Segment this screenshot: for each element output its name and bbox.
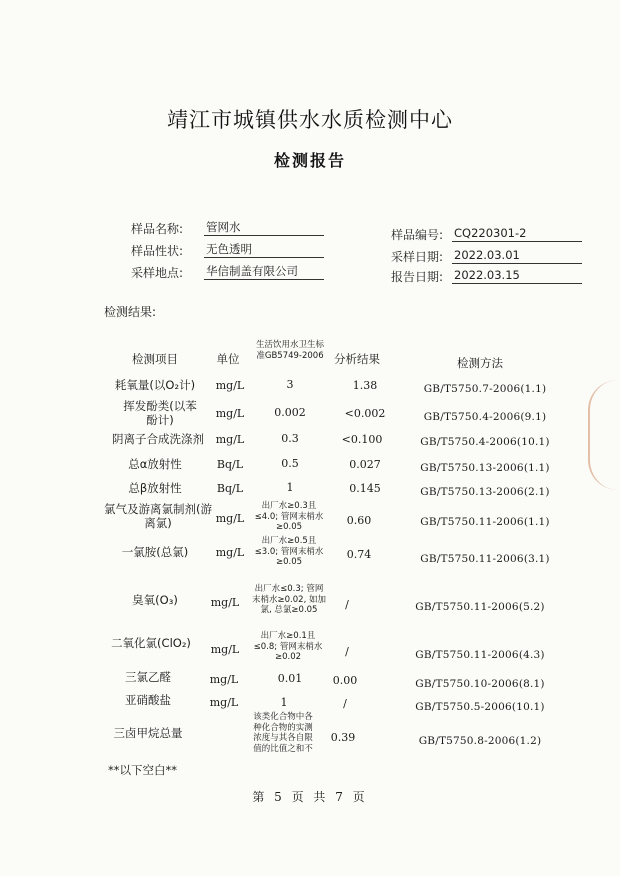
table-row-unit: mg/L [209,695,239,709]
table-row-method: GB/T5750.11-2006(3.1) [420,553,550,565]
table-row-standard: 出厂水≥0.5且≤3.0; 管网末梢水≥0.05 [254,536,324,568]
table-row-result: 0.027 [349,457,381,471]
table-row-item: 三卤甲烷总量 [113,726,183,740]
table-row-unit: Bq/L [216,481,244,495]
table-row-result: / [343,696,347,710]
sample-code-value: CQ220301-2 [452,226,582,242]
sample-state-value: 无色透明 [204,242,324,258]
table-row-item: 亚硝酸盐 [125,693,171,707]
table-row-method: GB/T5750.8-2006(1.2) [418,735,542,747]
sampling-site-value: 华信制盖有限公司 [204,264,324,280]
table-row-method: GB/T5750.11-2006(5.2) [415,601,545,613]
header-unit: 单位 [216,352,240,366]
table-row-method: GB/T5750.13-2006(2.1) [420,486,550,498]
table-row-standard: 0.3 [281,431,299,445]
table-row-standard: 1 [286,480,294,494]
table-row-item: 挥发酚类(以苯酚计) [123,399,197,427]
sample-state-label: 样品性状: [131,244,184,258]
table-row-method: GB/T5750.11-2006(4.3) [415,649,545,661]
table-row-item: 臭氧(O₃) [132,593,178,607]
table-row-method: GB/T5750.13-2006(1.1) [420,462,550,474]
report-date-label: 报告日期: [391,270,444,284]
header-standard: 生活饮用水卫生标准GB5749-2006 [256,340,325,361]
table-row-standard: 出厂水≥0.3且≤4.0; 管网末梢水≥0.05 [254,501,324,533]
table-row-unit [204,724,244,742]
header-method: 检测方法 [457,356,503,370]
table-row-result: <0.100 [341,432,383,446]
table-row-item: 氯气及游离氯制剂(游离氯) [104,502,212,530]
seal-stamp-icon [588,380,620,490]
report-date-value: 2022.03.15 [452,268,582,284]
table-row-unit: mg/L [215,378,245,392]
table-row-method: GB/T5750.10-2006(8.1) [415,678,545,690]
table-row-item: 一氯胺(总氯) [121,545,189,559]
sample-code-label: 样品编号: [391,228,444,242]
sample-name-label: 样品名称: [131,222,184,236]
organization-title: 靖江市城镇供水水质检测中心 [167,108,453,132]
table-row-item: 总α放射性 [128,457,182,471]
table-row-method: GB/T5750.5-2006(10.1) [415,701,545,713]
table-row-method: GB/T5750.4-2006(9.1) [423,411,547,423]
table-row-standard: 0.01 [277,671,303,685]
table-row-standard: 0.002 [274,405,306,419]
table-row-item: 阴离子合成洗涤剂 [112,432,204,446]
table-row-standard: 3 [286,377,294,391]
table-row-method: GB/T5750.11-2006(1.1) [420,516,550,528]
report-title: 检测报告 [273,151,346,170]
table-row-result: 0.74 [346,547,372,561]
table-row-item: 二氧化氯(ClO₂) [111,636,191,650]
table-row-result: / [345,644,349,658]
table-row-unit: Bq/L [216,457,244,471]
table-row-result: 0.60 [346,513,372,527]
table-row-unit: mg/L [210,642,240,656]
sample-name-value: 管网水 [204,220,324,236]
table-row-standard: 0.5 [281,456,299,470]
table-row-result: 0.00 [332,673,358,687]
table-row-unit: mg/L [209,672,239,686]
blank-note: **以下空白** [108,763,177,777]
results-label: 检测结果: [104,305,157,319]
table-row-result: 1.38 [352,378,378,392]
table-row-method: GB/T5750.4-2006(10.1) [420,436,550,448]
table-row-result: <0.002 [344,406,386,420]
table-row-item: 总β放射性 [128,481,182,495]
table-row-result: 0.145 [349,481,381,495]
table-row-result: 0.39 [330,730,356,744]
table-row-unit: mg/L [215,432,245,446]
table-row-result: / [345,597,349,611]
table-row-unit: mg/L [215,406,245,420]
table-row-unit: mg/L [210,595,240,609]
table-row-standard: 出厂水≤0.3; 管网末梢水≥0.02, 如加氯, 总氯≥0.05 [252,584,326,616]
table-row-item: 耗氧量(以O₂计) [114,378,196,392]
table-row-standard: 出厂水≥0.1且≤0.8; 管网末梢水≥0.02 [253,631,323,663]
header-item: 检测项目 [132,352,178,366]
sampling-date-value: 2022.03.01 [452,248,582,264]
header-result: 分析结果 [334,352,380,366]
table-row-unit: mg/L [215,545,245,559]
sampling-site-label: 采样地点: [131,266,184,280]
page-number: 第 5 页 共 7 页 [252,790,368,804]
table-row-method: GB/T5750.7-2006(1.1) [423,383,547,395]
table-row-item: 三氯乙醛 [125,670,171,684]
sampling-date-label: 采样日期: [391,250,444,264]
table-row-standard: 该类化合物中各种化合物的实测浓度与其各自限值的比值之和不 [253,712,313,754]
table-row-unit: mg/L [215,511,245,525]
table-row-standard: 1 [280,695,288,709]
